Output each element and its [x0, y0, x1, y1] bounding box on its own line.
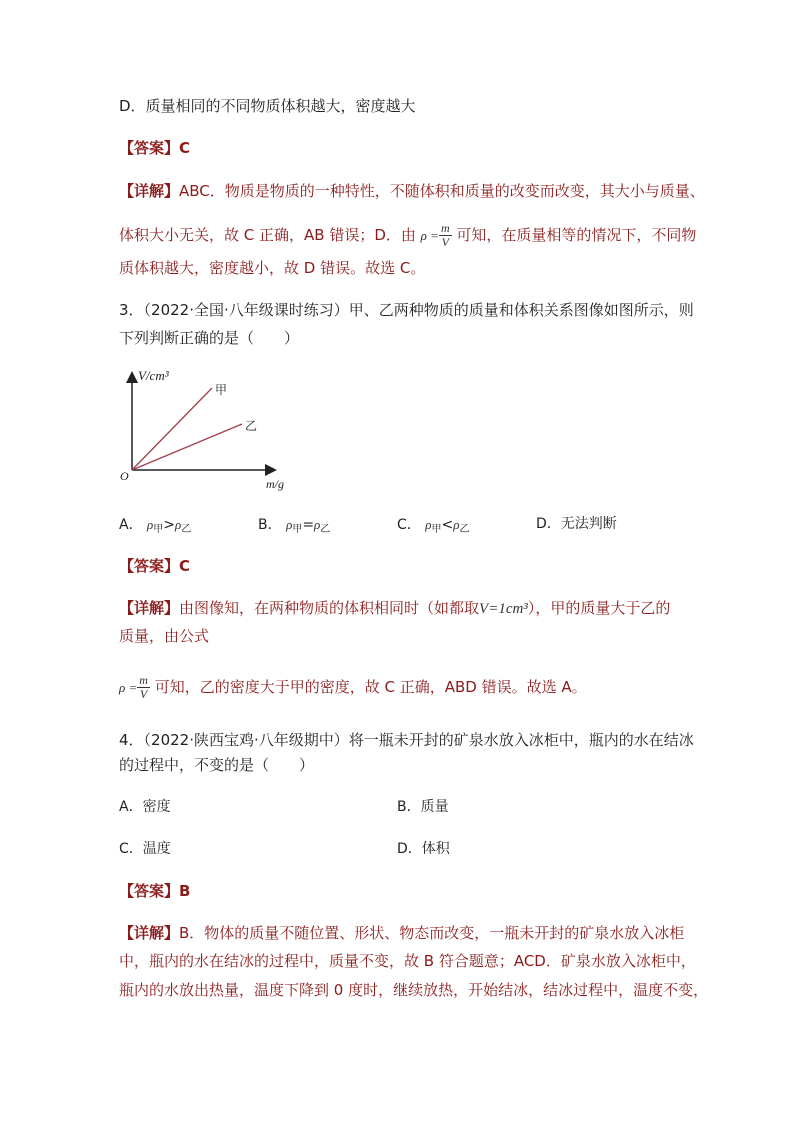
- detail-text: ABC．物质是物质的一种特性，不随体积和质量的改变而改变，其大小与质量、: [179, 182, 705, 200]
- density-fraction: [439, 222, 452, 249]
- detail-tag: 【详解】: [119, 599, 180, 617]
- option-letter: B．: [258, 517, 282, 533]
- detail-text: B．物体的质量不随位置、形状、物态而改变，一瓶未开封的矿泉水放入冰柜: [179, 924, 685, 942]
- subscript: 乙: [181, 524, 192, 535]
- x-axis-label: m/g: [266, 477, 284, 491]
- q3-detail-line-2: 质量，由公式: [119, 627, 210, 645]
- q4-detail-line-2: 中，瓶内的水在结冰的过程中，质量不变，故 B 符合题意；ACD．矿泉水放入冰柜中，: [119, 952, 696, 970]
- rho-symbol: ρ: [425, 517, 432, 532]
- rho-symbol: ρ: [286, 517, 293, 532]
- q3-option-d: [536, 514, 617, 534]
- q3-option-c: [397, 515, 469, 540]
- volume-value: V=1cm³: [479, 601, 528, 617]
- detail-text: 由图像知，在两种物质的体积相同时（如都取: [179, 599, 480, 617]
- subscript: 乙: [459, 524, 470, 535]
- line-yi: [132, 424, 242, 470]
- subscript: 甲: [292, 524, 303, 535]
- detail-tag: 【详解】: [119, 182, 180, 200]
- fraction-denominator: V: [441, 235, 449, 249]
- q3-detail-line-3: [119, 674, 587, 701]
- comparison-operator: <: [441, 517, 454, 533]
- subscript: 甲: [431, 524, 442, 535]
- line-jia-label: 甲: [215, 383, 228, 397]
- detail-text: 可知，在质量相等的情况下，不同物: [456, 226, 697, 244]
- q3-option-b: [258, 515, 330, 540]
- answer-value: C: [179, 139, 191, 157]
- fraction-numerator: m: [440, 221, 450, 235]
- q2-detail-line-3: 质体积越大，密度越小，故 D 错误。故选 C。: [119, 259, 426, 277]
- q4-stem-line-2: 的过程中，不变的是（ ）: [119, 756, 315, 774]
- line-yi-label: 乙: [245, 419, 258, 433]
- q3-stem-line-2: 下列判断正确的是（ ）: [119, 329, 300, 347]
- line-jia: [132, 388, 212, 470]
- option-text: 无法判断: [560, 516, 617, 532]
- q2-answer: [119, 137, 190, 159]
- answer-tag: 【答案】: [119, 139, 180, 157]
- density-symbol: ρ =: [119, 680, 138, 695]
- q4-option-c: C．温度: [119, 841, 171, 857]
- y-axis-label: V/cm³: [138, 368, 169, 383]
- q3-option-a: [119, 515, 191, 540]
- comparison-operator: >: [163, 517, 176, 533]
- answer-tag: 【答案】: [119, 557, 180, 575]
- q4-detail-line-3: 瓶内的水放出热量，温度下降到 0 度时，继续放热，开始结冰，结冰过程中，温度不变，: [119, 981, 709, 999]
- detail-text: 体积大小无关，故 C 正确，AB 错误；D．由: [119, 226, 416, 244]
- subscript: 甲: [153, 524, 164, 535]
- rho-symbol: ρ: [147, 517, 154, 532]
- fraction-numerator: m: [139, 673, 148, 687]
- rho-symbol: ρ: [453, 517, 460, 532]
- fraction-denominator: V: [139, 687, 148, 701]
- detail-text: ），甲的质量大于乙的: [527, 599, 671, 617]
- option-letter: C．: [397, 517, 421, 533]
- subscript: 乙: [320, 524, 331, 535]
- density-fraction: [137, 674, 150, 701]
- q2-detail-line-2: [119, 222, 696, 249]
- answer-value: C: [179, 557, 191, 575]
- option-letter: D．: [536, 516, 561, 532]
- rho-symbol: ρ: [314, 517, 321, 532]
- q4-option-b: B．质量: [397, 799, 449, 815]
- q4-answer: [119, 880, 190, 902]
- q2-detail-line-1: [119, 180, 705, 202]
- q2-option-d: D．质量相同的不同物质体积越大，密度越大: [119, 97, 416, 115]
- q4-stem-line-1: 4．（2022·陕西宝鸡·八年级期中）将一瓶未开封的矿泉水放入冰柜中，瓶内的水在结冰: [119, 731, 694, 749]
- rho-symbol: ρ: [175, 517, 182, 532]
- option-letter: A．: [119, 517, 143, 533]
- q4-detail-line-1: [119, 922, 684, 944]
- density-symbol: ρ =: [420, 228, 439, 243]
- q3-detail-line-1: [119, 597, 670, 620]
- answer-value: B: [179, 882, 191, 900]
- q3-answer: [119, 555, 190, 577]
- detail-tag: 【详解】: [119, 924, 180, 942]
- comparison-operator: =: [302, 517, 315, 533]
- mass-volume-graph: [114, 364, 304, 494]
- q4-option-d: D．体积: [397, 841, 450, 857]
- q4-option-a: A．密度: [119, 799, 171, 815]
- detail-text: 可知，乙的密度大于甲的密度，故 C 正确，ABD 错误。故选 A。: [154, 678, 587, 696]
- origin-label: O: [120, 469, 129, 483]
- answer-tag: 【答案】: [119, 882, 180, 900]
- q3-stem-line-1: 3．（2022·全国·八年级课时练习）甲、乙两种物质的质量和体积关系图像如图所示，则: [119, 301, 694, 319]
